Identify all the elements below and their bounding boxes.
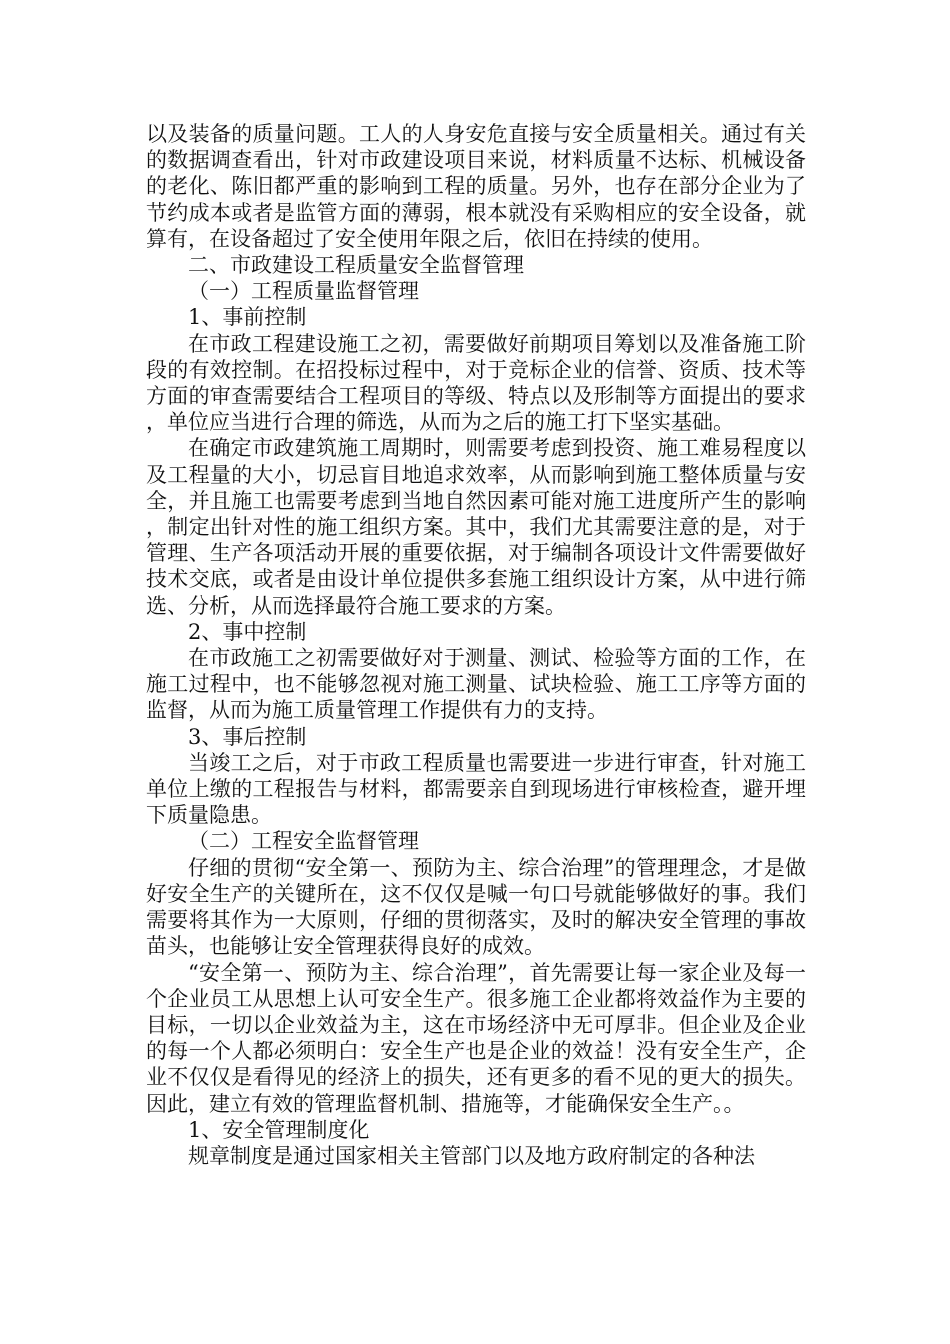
body-paragraph: 在市政施工之初需要做好对于测量、测试、检验等方面的工作，在施工过程中，也不能够忽视对施工测量、试块检验、施工工序等方面的监督，从而为施工质量管理工作提供有力的支持。 bbox=[146, 646, 806, 723]
subsection-heading: （一）工程质量监督管理 bbox=[188, 279, 419, 304]
item-heading: 1、事前控制 bbox=[188, 305, 307, 330]
body-paragraph: 仔细的贯彻“安全第一、预防为主、综合治理”的管理理念，才是做好安全生产的关键所在，这不仅仅是喊一句口号就能够做好的事。我们需要将其作为一大原则，仔细的贯彻落实，及时的解决安全管理的事故苗头，也能够让安全管理获得良好的成效。 bbox=[146, 855, 806, 959]
item-heading: 3、事后控制 bbox=[188, 724, 307, 749]
section-heading: 二、市政建设工程质量安全监督管理 bbox=[188, 253, 524, 278]
body-paragraph: 在确定市政建筑施工周期时，则需要考虑到投资、施工难易程度以及工程量的大小，切忌盲目地追求效率，从而影响到施工整体质量与安全，并且施工也需要考虑到当地自然因素可能对施工进度所产生的影响，制定出针对性的施工组织方案。其中，我们尤其需要注意的是，对于管理、生产各项活动开展的重要依据，对于编制各项设计文件需要做好技术交底，或者是由设计单位提供多套施工组织设计方案，从中进行筛选、分析，从而选择最符合施工要求的方案。 bbox=[146, 436, 806, 618]
body-paragraph: 当竣工之后，对于市政工程质量也需要进一步进行审查，针对施工单位上缴的工程报告与材料，都需要亲自到现场进行审核检查，避开埋下质量隐患。 bbox=[146, 750, 806, 828]
document-page bbox=[146, 121, 806, 1169]
body-paragraph: 以及装备的质量问题。工人的人身安危直接与安全质量相关。通过有关的数据调查看出，针对市政建设项目来说，材料质量不达标、机械设备的老化、陈旧都严重的影响到工程的质量。另外，也存在部分企业为了节约成本或者是监管方面的薄弱，根本就没有采购相应的安全设备，就算有，在设备超过了安全使用年限之后，依旧在持续的使用。 bbox=[146, 122, 806, 251]
subsection-heading: （二）工程安全监督管理 bbox=[188, 829, 419, 854]
body-paragraph: 在市政工程建设施工之初，需要做好前期项目筹划以及准备施工阶段的有效控制。在招投标过程中，对于竞标企业的信誉、资质、技术等方面的审查需要结合工程项目的等级、特点以及形制等方面提出的要求，单位应当进行合理的筛选，从而为之后的施工打下坚实基础。 bbox=[146, 331, 806, 435]
body-paragraph: “安全第一、预防为主、综合治理”，首先需要让每一家企业及每一个企业员工从思想上认可安全生产。很多施工企业都将效益作为主要的目标，一切以企业效益为主，这在市场经济中无可厚非。但企业及企业的每一个人都必须明白：安全生产也是企业的效益！没有安全生产，企业不仅仅是看得见的经济上的损失，还有更多的看不见的更大的损失。因此，建立有效的管理监督机制、措施等，才能确保安全生产。。 bbox=[146, 960, 806, 1116]
item-heading: 1、安全管理制度化 bbox=[188, 1117, 370, 1142]
body-paragraph: 规章制度是通过国家相关主管部门以及地方政府制定的各种法 bbox=[188, 1143, 755, 1168]
item-heading: 2、事中控制 bbox=[188, 619, 307, 644]
